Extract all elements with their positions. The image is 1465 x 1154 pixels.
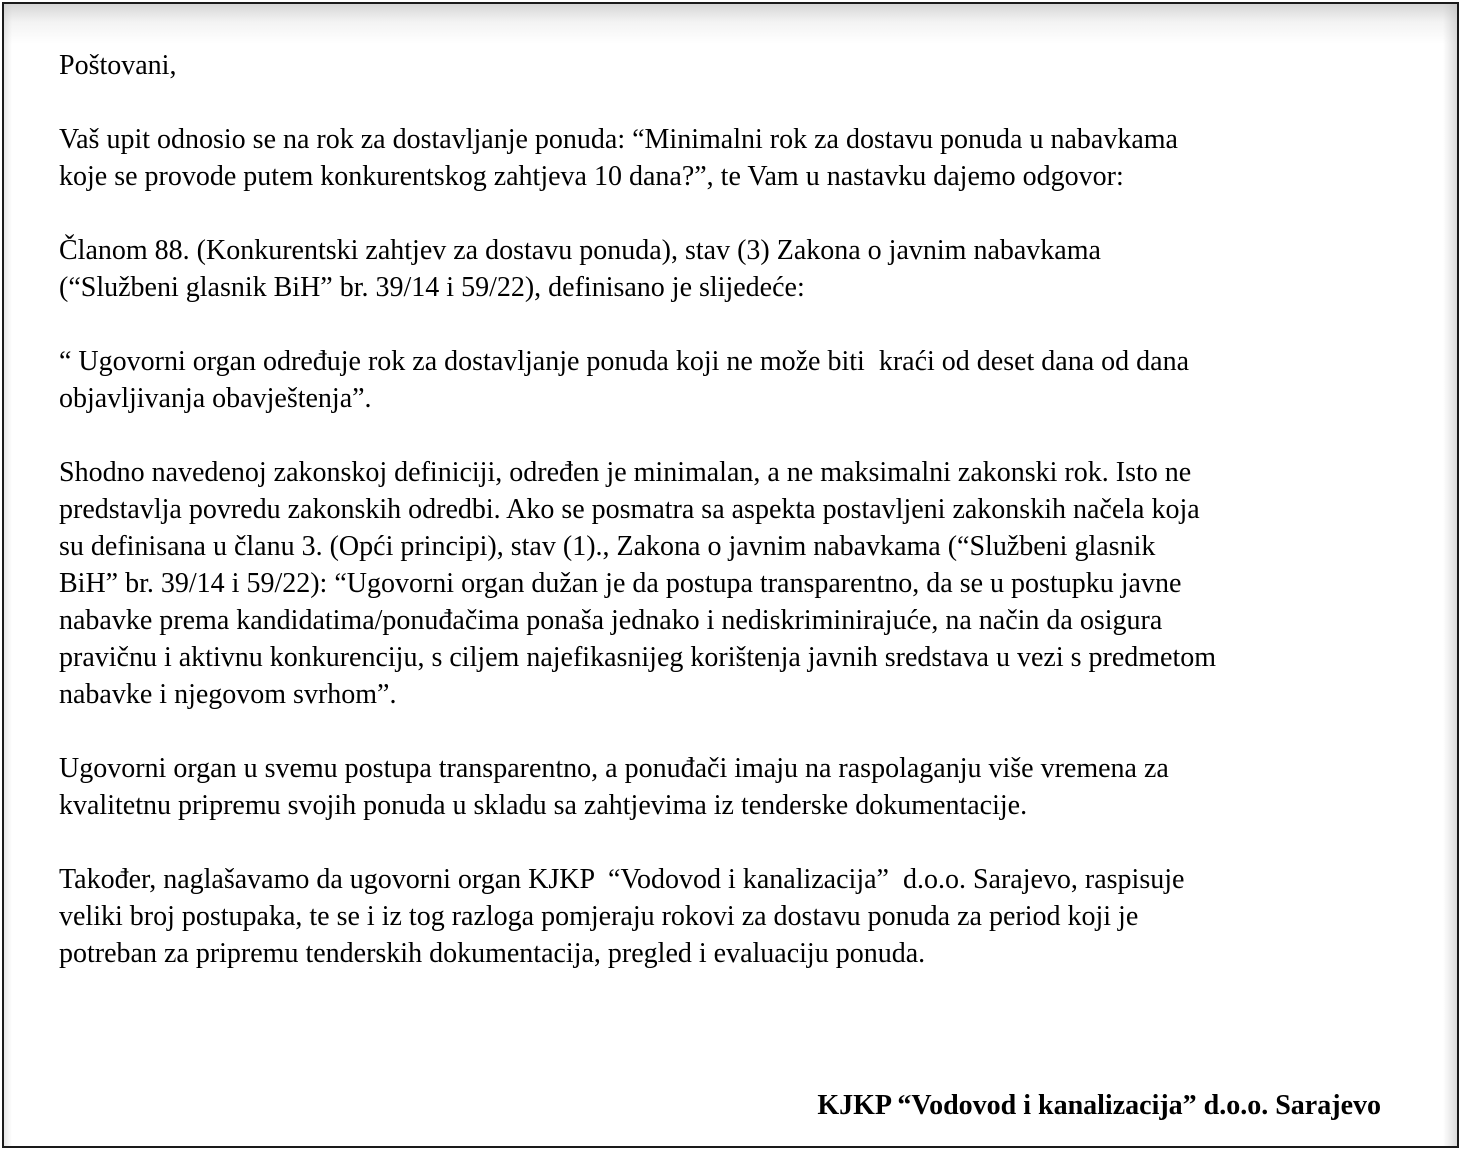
letter-body xyxy=(59,47,1409,1009)
frame-shadow-left xyxy=(4,4,12,1146)
frame-shadow-right xyxy=(1443,4,1457,1146)
paragraph-inquiry: Vaš upit odnosio se na rok za dostavljanje ponuda: “Minimalni rok za dostavu ponuda u nabavkama koje se provode putem konkurentskog zahtjeva 10 dana?”, te Vam u nastavku dajemo odgovor: xyxy=(59,124,1178,192)
paragraph-article-88: Članom 88. (Konkurentski zahtjev za dostavu ponuda), stav (3) Zakona o javnim nabavkama (“Službeni glasnik BiH” br. 39/14 i 59/22), definisano je slijedeće: xyxy=(59,235,1101,303)
document-frame xyxy=(2,2,1459,1148)
paragraph-explanation: Shodno navedenoj zakonskoj definiciji, određen je minimalan, a ne maksimalni zakonski rok. Isto ne predstavlja povredu zakonskih odredbi. Ako se posmatra sa aspekta postavljeni zakonskih načela koja su definisana u članu 3. (Opći principi), stav (1)., Zakona o javnim nabavkama (“Službeni glasnik BiH” br. 39/14 i 59/22): “Ugovorni organ dužan je da postupa transparentno, da se u postupku javne nabavke prema kandidatima/ponuđačima ponaša jednako i nediskriminirajuće, na način da osigura pravičnu i aktivnu konkurenciju, s ciljem najefikasnijeg korištenja javnih sredstava u vezi s predmetom nabavke i njegovom svrhom”. xyxy=(59,457,1217,710)
signature: KJKP “Vodovod i kanalizacija” d.o.o. Sarajevo xyxy=(817,1090,1381,1121)
paragraph-closing: Također, naglašavamo da ugovorni organ KJKP “Vodovod i kanalizacija” d.o.o. Sarajevo, raspisuje veliki broj postupaka, te se i iz tog razloga pomjeraju rokovi za dostavu ponuda za period koji je potreban za pripremu tenderskih dokumentacija, pregled i evaluaciju ponuda. xyxy=(59,864,1185,969)
paragraph-quote: “ Ugovorni organ određuje rok za dostavljanje ponuda koji ne može biti kraći od deset dana od dana objavljivanja obavještenja”. xyxy=(59,346,1190,414)
greeting: Poštovani, xyxy=(59,50,177,81)
paragraph-transparency: Ugovorni organ u svemu postupa transparentno, a ponuđači imaju na raspolaganju više vremena za kvalitetnu pripremu svojih ponuda u skladu sa zahtjevima iz tenderske dokumentacije. xyxy=(59,753,1169,821)
